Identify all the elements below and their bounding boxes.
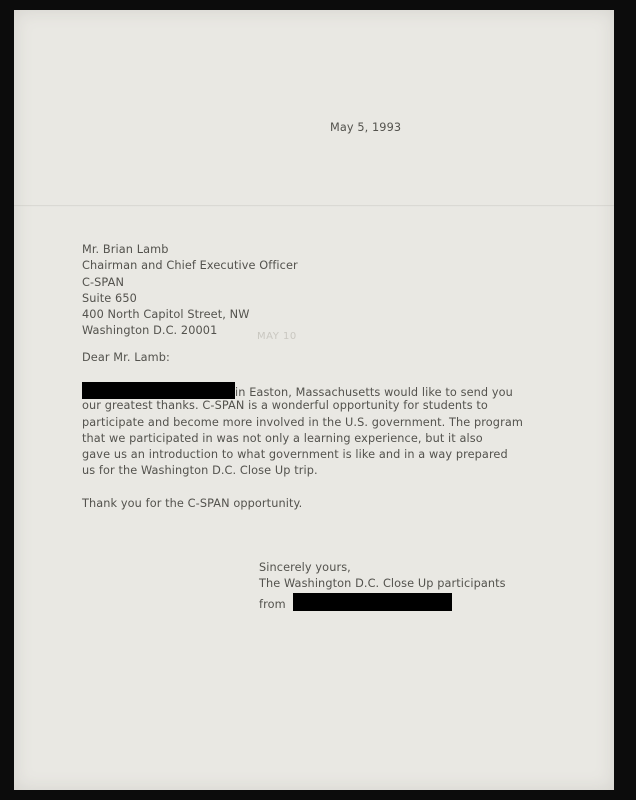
- body-line-4: that we participated in was not only a learning experience, but it also: [82, 431, 483, 445]
- closing-from-label: from: [259, 597, 286, 611]
- address-line-city: Washington D.C. 20001: [82, 324, 218, 338]
- address-line-title: Chairman and Chief Executive Officer: [82, 259, 298, 273]
- letter-body: [82, 382, 523, 480]
- received-stamp: MAY 10: [257, 331, 297, 342]
- closing-sincerely: Sincerely yours,: [259, 561, 351, 574]
- body-line-5: gave us an introduction to what government is like and in a way prepared: [82, 448, 508, 462]
- body-line-1: [82, 382, 523, 398]
- salutation: Dear Mr. Lamb:: [82, 351, 170, 364]
- body-line-2: our greatest thanks. C-SPAN is a wonderful opportunity for students to: [82, 399, 488, 413]
- body-line-3: participate and become more involved in the U.S. government. The program: [82, 415, 523, 429]
- signature-block: [259, 560, 506, 609]
- address-line-org: C-SPAN: [82, 275, 125, 289]
- thanks-line: Thank you for the C-SPAN opportunity.: [82, 497, 303, 510]
- body-line-6: us for the Washington D.C. Close Up trip.: [82, 464, 318, 478]
- address-line-name: Mr. Brian Lamb: [82, 243, 169, 256]
- address-line-street: 400 North Capitol Street, NW: [82, 308, 250, 322]
- closing-from: [259, 593, 506, 609]
- closing-participants: The Washington D.C. Close Up participants: [259, 577, 506, 591]
- redacted-school-signature: [293, 593, 452, 611]
- address-line-suite: Suite 650: [82, 291, 137, 305]
- body-line-1-text: in Easton, Massachusetts would like to send you: [235, 386, 513, 399]
- redacted-school-name: [82, 382, 235, 399]
- paper-fold-line: [14, 205, 614, 207]
- letter-date: May 5, 1993: [330, 121, 402, 134]
- recipient-address: [82, 242, 298, 340]
